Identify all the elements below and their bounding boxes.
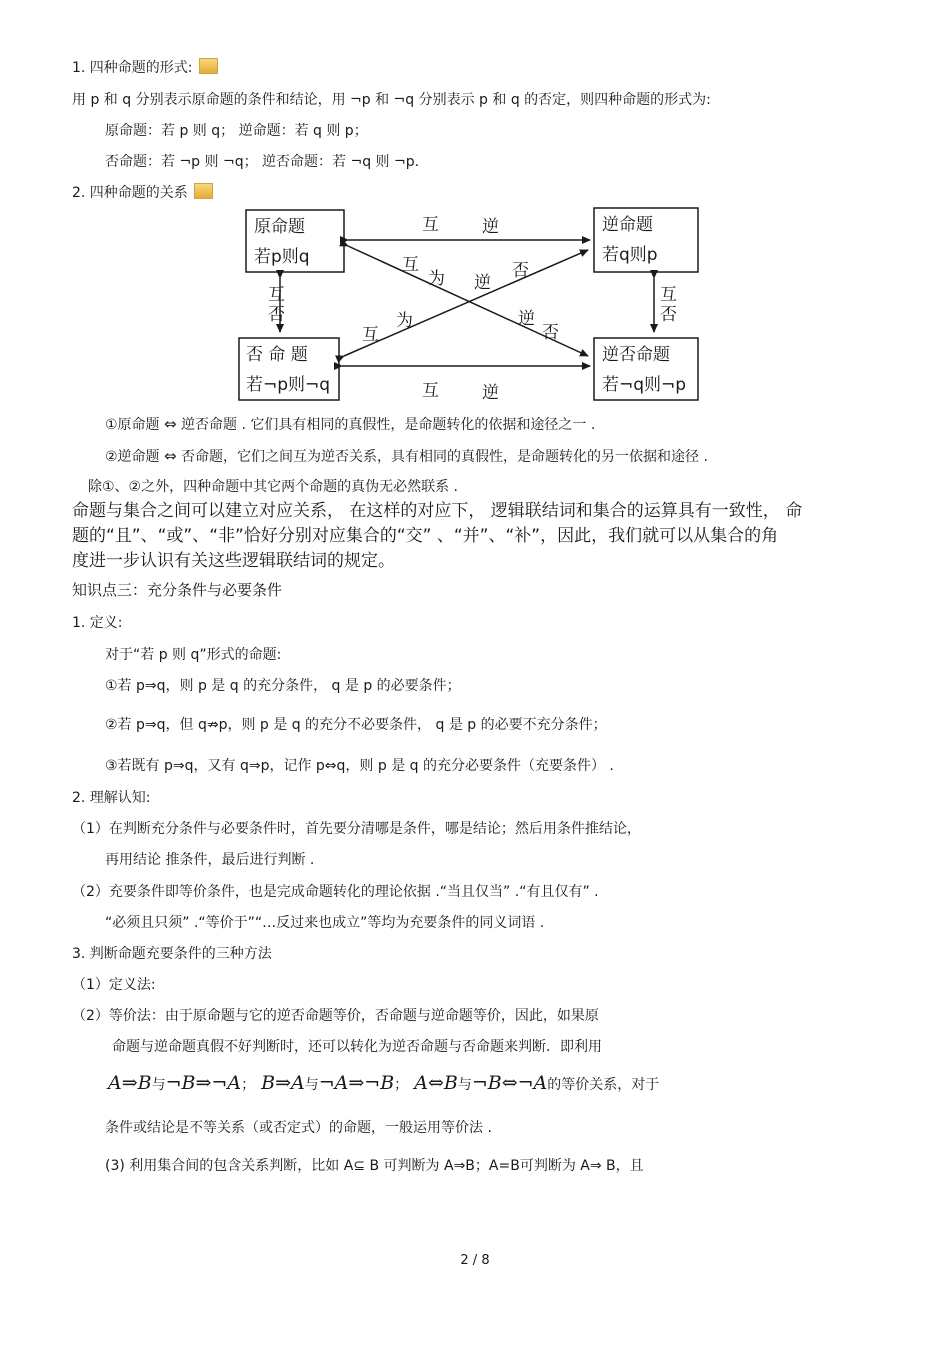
knowledge-point-heading: 知识点三：充分条件与必要条件 — [72, 581, 283, 599]
label-wei: 为 — [396, 311, 413, 331]
note-icon — [199, 58, 218, 74]
understanding-2: （2）充要条件即等价条件，也是完成命题转化的理论依据 .“当且仅当” .“有且仅有” . — [72, 884, 599, 900]
understanding-title: 2. 理解认知: — [72, 790, 151, 806]
box-original-title: 原命题 — [254, 217, 305, 237]
label-hu: 互 — [402, 255, 419, 275]
understanding-1-cont: 再用结论 推条件，最后进行判断 . — [105, 852, 315, 868]
label-wei: 为 — [428, 269, 445, 289]
label-ni: 逆 — [518, 309, 535, 329]
set-correspondence-line-2: 题的“且”、“或”、“非”恰好分别对应集合的“交” 、“并”、“补”，因此，我们就可以从集合的角 — [72, 526, 779, 546]
forms-row-1: 原命题：若 p 则 q； 逆命题：若 q 则 p； — [105, 123, 368, 139]
understanding-2-cont: “必须且只须” .“等价于”“…反过来也成立”等均为充要条件的同义词语 . — [105, 915, 545, 931]
label-fou: 否 — [660, 305, 677, 325]
method-3: (3) 利用集合间的包含关系判断，比如 A⊆ B 可判断为 A⇒B；A=B可判断为 A⇒ B，且 — [105, 1158, 644, 1174]
box-inverse-title: 否 命 题 — [246, 345, 308, 365]
method-2-end: 条件或结论是不等关系（或否定式）的命题，一般运用等价法 . — [105, 1120, 492, 1136]
condition-1: ①若 p⇒q，则 p 是 q 的充分条件， q 是 p 的必要条件； — [105, 678, 461, 694]
label-hu: 互 — [362, 325, 379, 345]
label-fou: 否 — [542, 323, 559, 343]
method-2-cont: 命题与逆命题真假不好判断时，还可以转化为逆否命题与否命题来判断．即利用 — [112, 1039, 602, 1055]
relation-note-1: ①原命题 ⇔ 逆否命题 . 它们具有相同的真假性，是命题转化的依据和途径之一 . — [105, 415, 596, 433]
methods-title: 3. 判断命题充要条件的三种方法 — [72, 946, 272, 962]
box-contrapositive-title: 逆否命题 — [602, 345, 670, 365]
note-icon — [194, 183, 213, 199]
method-1: （1）定义法: — [72, 977, 156, 993]
relation-note-3: 除①、②之外，四种命题中其它两个命题的真伪无必然联系 . — [88, 479, 459, 495]
set-correspondence-line-1: 命题与集合之间可以建立对应关系， 在这样的对应下， 逻辑联结词和集合的运算具有一致性， 命 — [72, 501, 803, 521]
box-converse-title: 逆命题 — [602, 215, 653, 235]
box-inverse-sub: 若¬p则¬q — [246, 375, 331, 395]
equivalence-formulas: A⇒B与¬B⇒¬A； B⇒A与¬A⇒¬B； A⇔B与¬B⇔¬A的等价关系，对于 — [108, 1072, 660, 1094]
label-ni: 逆 — [482, 217, 499, 237]
box-contrapositive-sub: 若¬q则¬p — [602, 375, 687, 395]
box-converse-sub: 若q则p — [602, 245, 658, 265]
section-1-title: 1. 四种命题的形式: — [72, 58, 218, 78]
label-fou: 否 — [268, 305, 285, 325]
section-2-title: 2. 四种命题的关系 — [72, 183, 213, 203]
forms-row-2: 否命题：若 ¬p 则 ¬q； 逆否命题：若 ¬q 则 ¬p. — [105, 154, 420, 170]
definition-title: 1. 定义: — [72, 615, 123, 631]
relation-note-2: ②逆命题 ⇔ 否命题，它们之间互为逆否关系，具有相同的真假性，是命题转化的另一依据和途径 . — [105, 447, 708, 465]
equivalence-arrow-icon: ⇔ — [164, 415, 177, 433]
label-ni: 逆 — [482, 383, 499, 403]
equivalence-arrow-icon: ⇔ — [164, 447, 177, 465]
section-1-intro: 用 p 和 q 分别表示原命题的条件和结论，用 ¬p 和 ¬q 分别表示 p 和 q 的否定，则四种命题的形式为: — [72, 92, 711, 108]
condition-2: ②若 p⇒q，但 q⇏p，则 p 是 q 的充分不必要条件， q 是 p 的必要不充分条件； — [105, 717, 607, 733]
label-hu: 互 — [422, 381, 439, 401]
label-hu: 互 — [660, 285, 677, 305]
label-hu: 互 — [268, 285, 285, 305]
definition-intro: 对于“若 p 则 q”形式的命题: — [105, 647, 282, 663]
label-fou: 否 — [512, 261, 529, 281]
understanding-1: （1）在判断充分条件与必要条件时，首先要分清哪是条件，哪是结论；然后用条件推结论， — [72, 821, 641, 837]
label-hu: 互 — [422, 215, 439, 235]
label-ni: 逆 — [474, 273, 491, 293]
page-number: 2 / 8 — [460, 1253, 490, 1268]
method-2: （2）等价法：由于原命题与它的逆否命题等价，否命题与逆命题等价，因此，如果原 — [72, 1008, 599, 1024]
box-original-sub: 若p则q — [254, 247, 310, 267]
condition-3: ③若既有 p⇒q，又有 q⇒p，记作 p⇔q，则 p 是 q 的充分必要条件（充要条件） . — [105, 758, 614, 774]
set-correspondence-line-3: 度进一步认识有关这些逻辑联结词的规定。 — [72, 551, 395, 571]
proposition-relation-diagram — [236, 206, 706, 406]
